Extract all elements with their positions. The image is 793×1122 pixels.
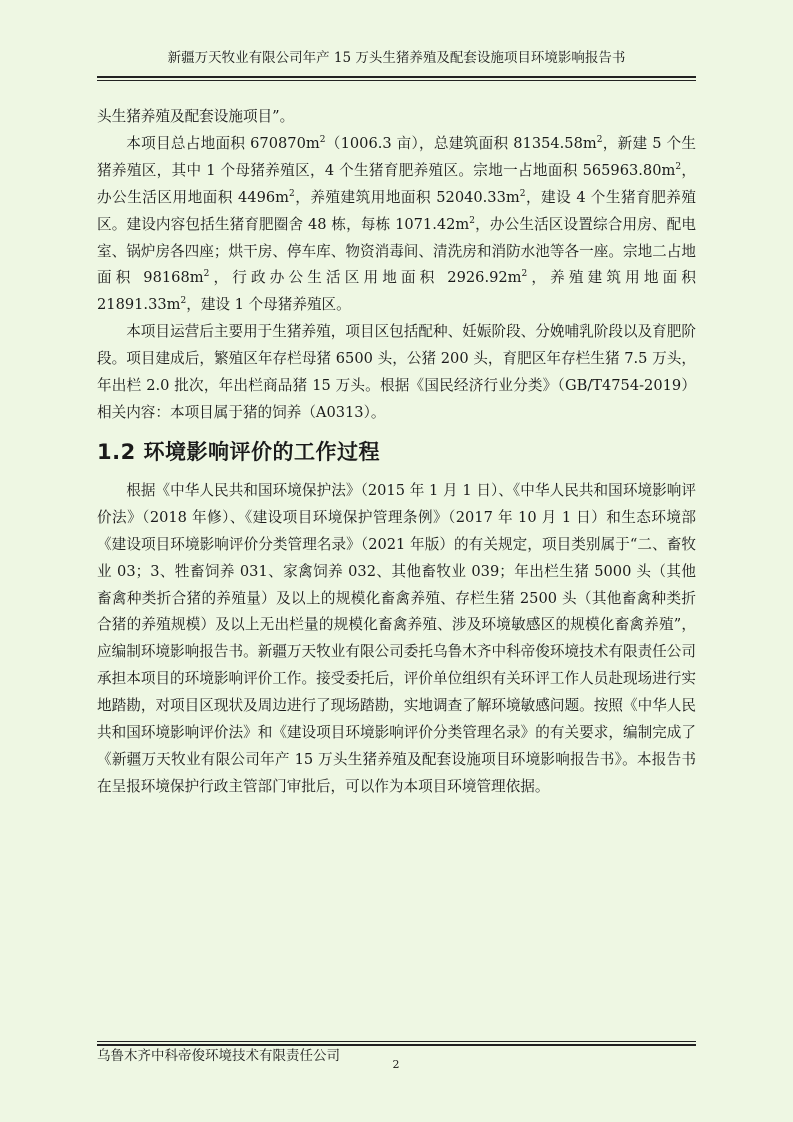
page-header: 新疆万天牧业有限公司年产 15 万头生猪养殖及配套设施项目环境影响报告书: [167, 50, 626, 66]
page-number: 2: [392, 1058, 400, 1071]
header-divider-thin: [97, 80, 696, 81]
footer-divider-thin: [97, 1041, 696, 1042]
footer-company: 乌鲁木齐中科帝俊环境技术有限责任公司: [97, 1048, 340, 1064]
paragraph-eia-process: 根据《中华人民共和国环境保护法》（2015 年 1 月 1 日）、《中华人民共和国环境影响评价法》（2018 年修）、《建设项目环境保护管理条例》（2017 年 10 月 1 日）和生态环境部《建设项目环境影响评价分类管理名录》（2021 年版）的有关规定，项目类别属于“二、畜牧业 03；3、牲畜饲养 031、家禽饲养 032、其他畜牧业 039；年出栏生猪 5000 头（其他畜禽种类折合猪的养殖量）及以上的规模化畜禽养殖、存栏生猪 2500 头（其他畜禽种类折合猪的养殖规模）及以上无出栏量的规模化畜禽养殖、涉及环境敏感区的规模化畜禽养殖”，应编制环境影响报告书。新疆万天牧业有限公司委托乌鲁木齐中科帝俊环境技术有限责任公司承担本项目的环境影响评价工作。接受委托后，评价单位组织有关环评工作人员赴现场进行实地踏勘，对项目区现状及周边进行了现场踏勘，实地调查了解环境敏感问题。按照《中华人民共和国环境影响评价法》和《建设项目环境影响评价分类管理名录》的有关要求，编制完成了《新疆万天牧业有限公司年产 15 万头生猪养殖及配套设施项目环境影响报告书》。本报告书在呈报环境保护行政主管部门审批后，可以作为本项目环境管理依据。: [97, 481, 696, 795]
footer-divider: [97, 1044, 696, 1046]
section-heading: 1.2 环境影响评价的工作过程: [97, 439, 381, 464]
header-divider: [97, 76, 696, 78]
paragraph-project-area: 本项目总占地面积 $670870m^2(1006.3$ 亩），总建筑面积 $81354.58m^2$，新建 5 个生猪养殖区，其中 1 个母猪养殖区，4 个生猪育肥养殖区。宗地一占地面积 $565963.80m^2$，办公生活区用地面积 $4496m^2$，养殖建筑用地面积 $52040.33m^2$，建设 4 个生猪育肥养殖区。建设内容包括生猪育肥圈舍 48 栋，每栋 $1071.42m^2$，办公生活区设置综合用房、配电室、锅炉房各四座；烘干房、停车库、物资消毒间、清洗房和消防水池等各一座。宗地二占地面积 $98168m^2$，行政办公生活区用地面积 $2926.92m^2$，养殖建筑用地面积 $21891.33m^2$，建设 1 个母猪养殖区。: [97, 134, 697, 314]
paragraph-operations: 本项目运营后主要用于生猪养殖，项目区包括配种、妊娠阶段、分娩哺乳阶段以及育肥阶段。项目建成后，繁殖区年存栏母猪 6500 头，公猪 200 头，育肥区年存栏生猪 7.5 万头，年出栏 2.0 批次，年出栏商品猪 15 万头。根据《国民经济行业分类》（GB/T4754-2019）相关内容：本项目属于猪的饲养（A0313）。: [97, 323, 696, 421]
paragraph-continuation: 头生猪养殖及配套设施项目”。: [97, 108, 295, 125]
document-body: [97, 104, 696, 801]
